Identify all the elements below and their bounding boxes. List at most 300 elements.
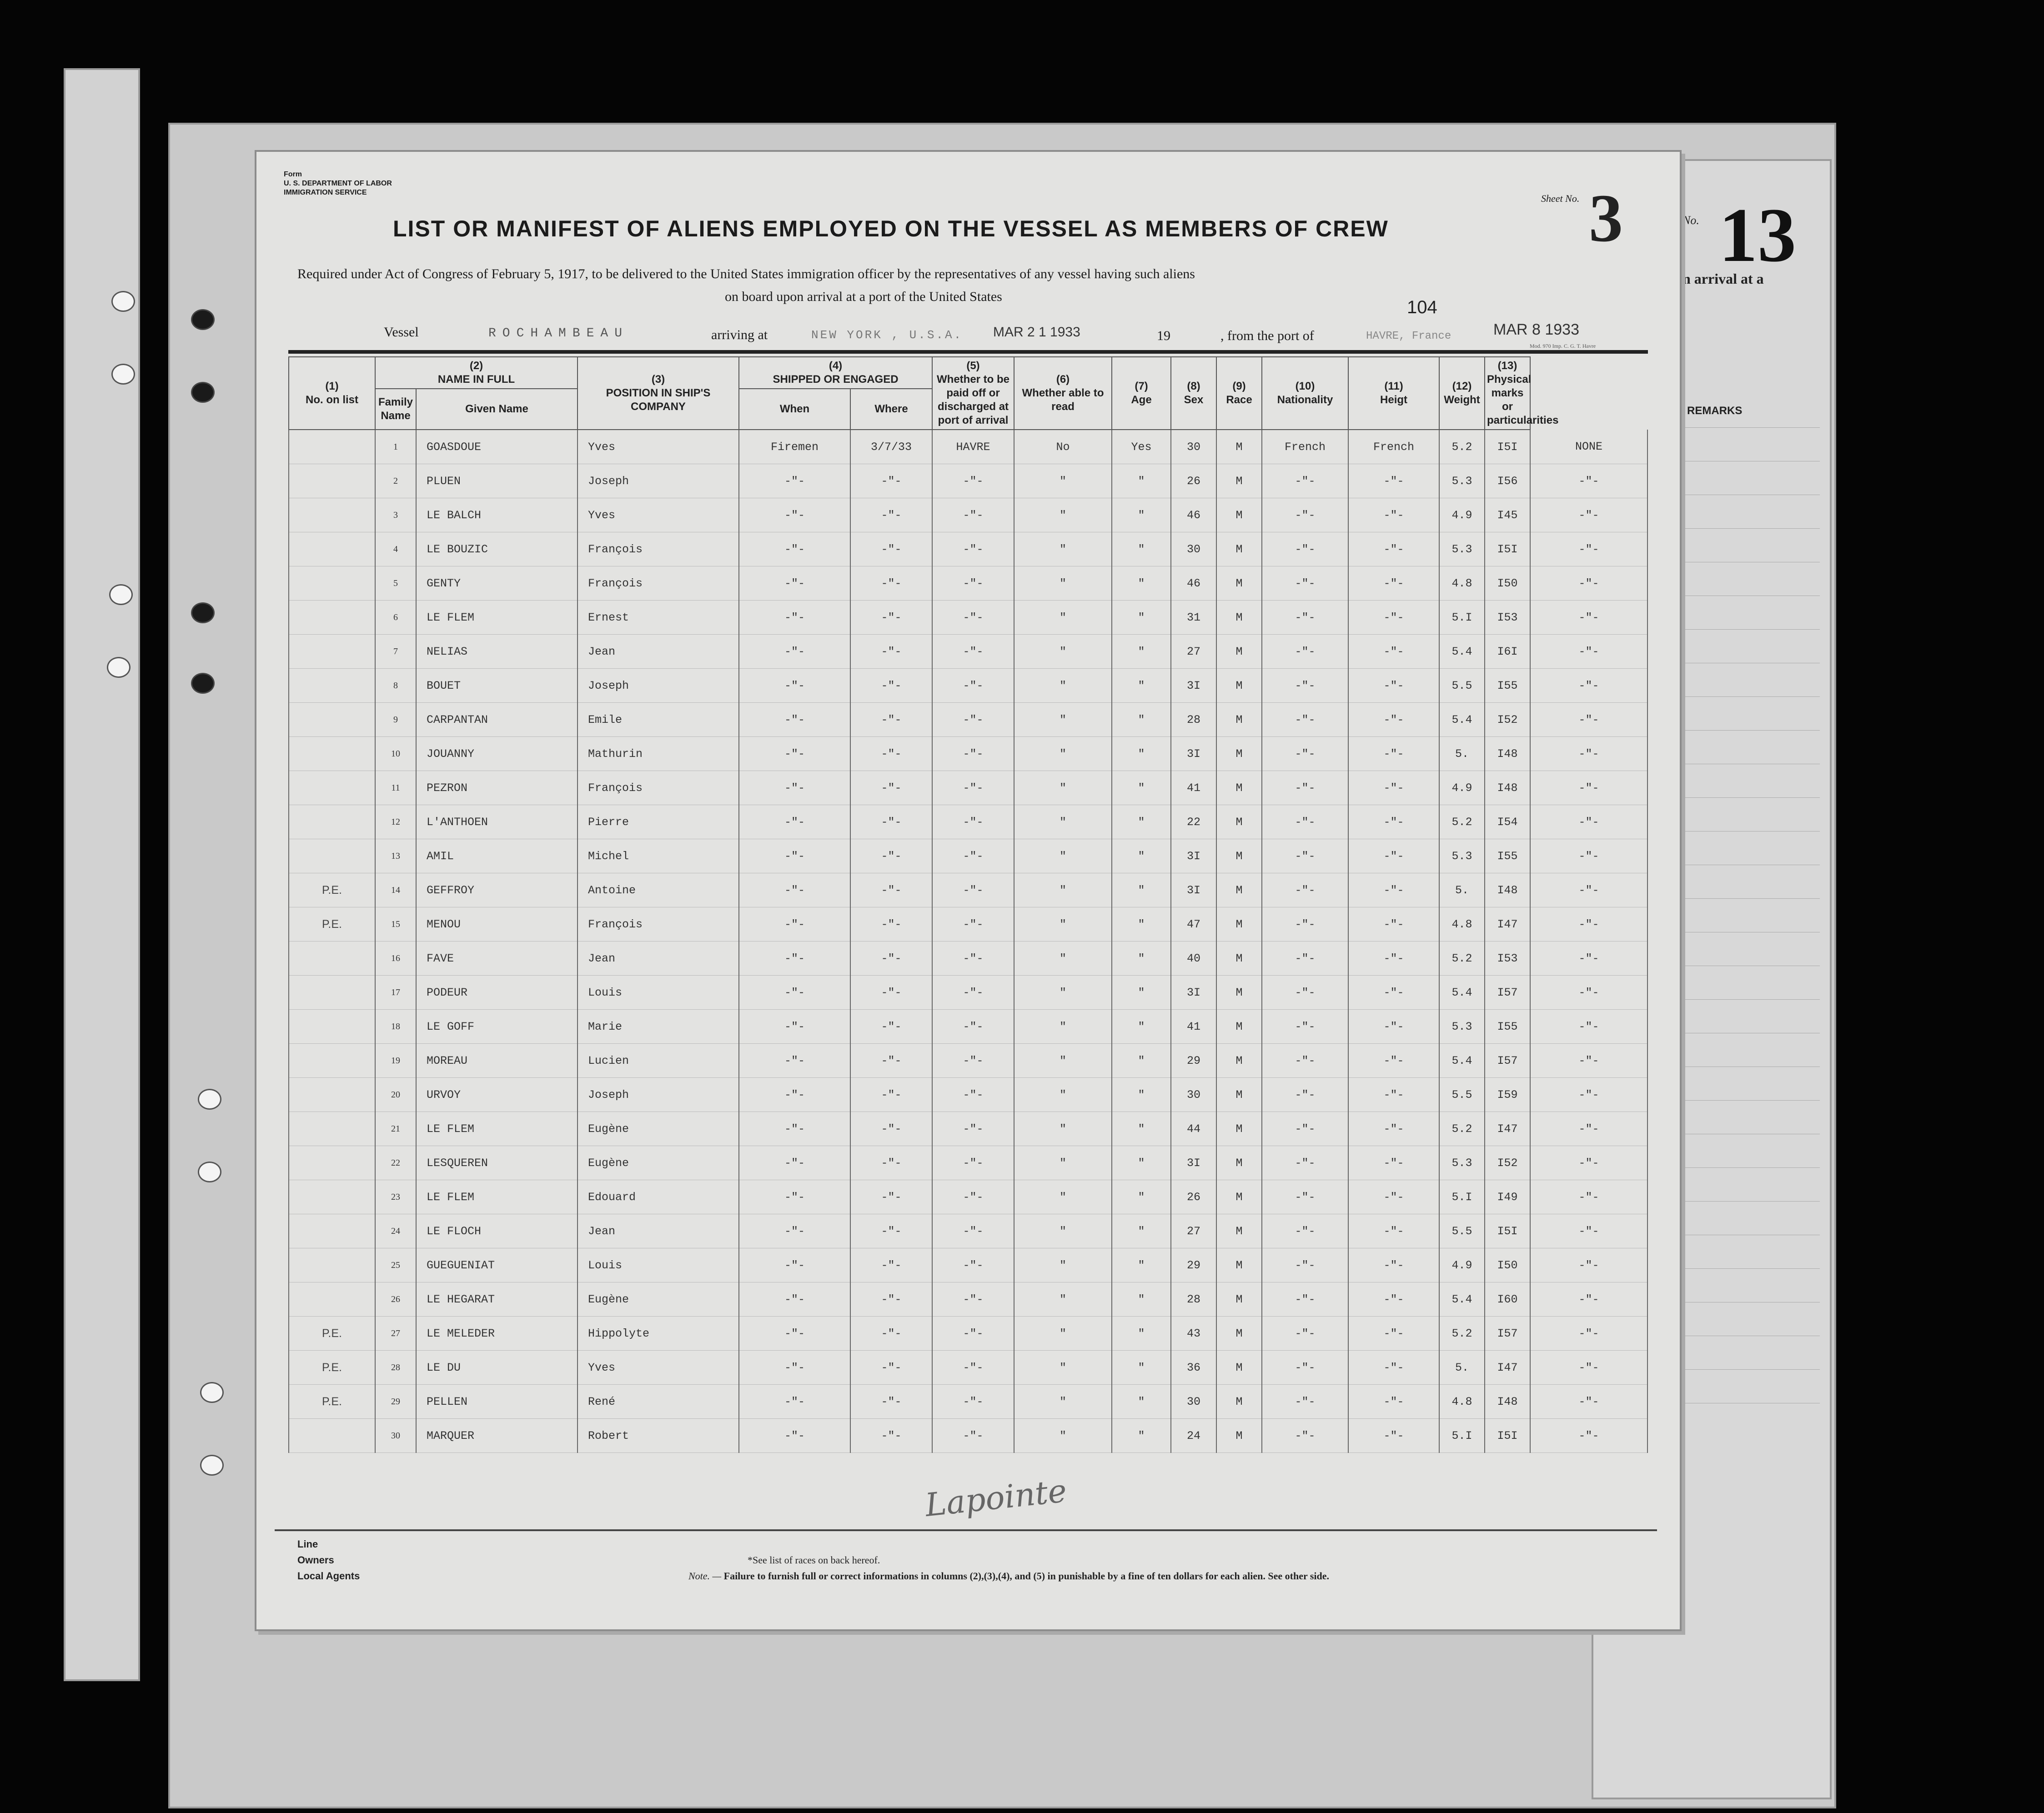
cell-marks: -"- [1530,1044,1647,1078]
cell-when: -"- [850,1180,932,1214]
cell-age: 46 [1171,498,1216,532]
cell-position: -"- [739,737,850,771]
punch-hole [191,673,215,694]
table-row [289,532,1647,566]
cell-marks: -"- [1530,635,1647,669]
cell-position: -"- [739,873,850,907]
cell-note [289,669,375,703]
cell-when: -"- [850,498,932,532]
arrival-date-stamp: MAR 2 1 1933 [993,325,1080,340]
cell-family: PEZRON [416,771,578,805]
cell-race: -"- [1262,1180,1348,1214]
cell-when: -"- [850,669,932,703]
cell-position: Firemen [739,430,850,464]
total-count: 104 [1407,297,1437,317]
cell-height: 5.2 [1439,1317,1485,1351]
cell-sex: M [1216,839,1262,873]
cell-note [289,498,375,532]
cell-marks: -"- [1530,1112,1647,1146]
table-row [289,498,1647,532]
punch-hole [191,309,215,330]
cell-marks: -"- [1530,1010,1647,1044]
cell-where: -"- [932,1112,1014,1146]
cell-sex: M [1216,942,1262,976]
cell-age: 27 [1171,635,1216,669]
punch-hole [198,1089,221,1110]
cell-marks: -"- [1530,1419,1647,1453]
cell-height: 5.4 [1439,976,1485,1010]
cell-family: LE MELEDER [416,1317,578,1351]
cell-family: MARQUER [416,1419,578,1453]
cell-age: 26 [1171,464,1216,498]
cell-height: 4.9 [1439,771,1485,805]
table-row [289,873,1647,907]
cell-paid: " [1014,1385,1112,1419]
col-num: (11) [1384,380,1403,392]
cell-where: -"- [932,907,1014,942]
cell-where: -"- [932,464,1014,498]
table-row [289,635,1647,669]
cell-family: PLUEN [416,464,578,498]
cell-where: -"- [932,1044,1014,1078]
cell-given: Eugène [578,1282,739,1317]
cell-family: LE FLOCH [416,1214,578,1248]
cell-age: 31 [1171,601,1216,635]
cell-no: 10 [375,737,416,771]
cell-position: -"- [739,1317,850,1351]
table-row [289,805,1647,839]
cell-race: -"- [1262,1010,1348,1044]
col-nationality-header [1262,357,1348,430]
cell-paid: " [1014,464,1112,498]
col-num: (8) [1187,380,1200,392]
cell-weight: I48 [1485,737,1530,771]
cell-paid: " [1014,1112,1112,1146]
cell-where: -"- [932,532,1014,566]
cell-family: GUEGUENIAT [416,1248,578,1282]
cell-given: Yves [578,430,739,464]
cell-where: -"- [932,1078,1014,1112]
cell-note [289,1419,375,1453]
cell-height: 5.I [1439,601,1485,635]
cell-race: -"- [1262,703,1348,737]
cell-nationality: -"- [1348,1112,1439,1146]
cell-marks: -"- [1530,1282,1647,1317]
cell-family: CARPANTAN [416,703,578,737]
cell-race: -"- [1262,566,1348,601]
departure-date-stamp: MAR 8 1933 [1493,321,1579,338]
cell-paid: " [1014,1419,1112,1453]
cell-position: -"- [739,532,850,566]
cell-race: -"- [1262,1419,1348,1453]
table-row [289,669,1647,703]
cell-no: 16 [375,942,416,976]
cell-age: 36 [1171,1351,1216,1385]
cell-marks: -"- [1530,1351,1647,1385]
cell-given: Lucien [578,1044,739,1078]
cell-family: L'ANTHOEN [416,805,578,839]
cell-marks: -"- [1530,942,1647,976]
cell-family: LE HEGARAT [416,1282,578,1317]
col-label: Whether able to read [1022,387,1104,413]
cell-marks: -"- [1530,464,1647,498]
cell-note [289,1146,375,1180]
col-marks-header [1485,357,1559,430]
cell-where: -"- [932,942,1014,976]
cell-race: -"- [1262,1282,1348,1317]
punch-hole [191,602,215,623]
col-weight-header [1439,357,1485,430]
cell-nationality: -"- [1348,771,1439,805]
punch-hole [109,584,133,605]
cell-height: 4.9 [1439,498,1485,532]
cell-given: Eugène [578,1112,739,1146]
cell-sex: M [1216,1419,1262,1453]
cell-height: 4.8 [1439,907,1485,942]
cell-note: P.E. [289,1385,375,1419]
cell-race: -"- [1262,737,1348,771]
cell-race: -"- [1262,976,1348,1010]
cell-age: 30 [1171,1078,1216,1112]
cell-sex: M [1216,1078,1262,1112]
remarks-rule [1679,999,1820,1000]
cell-race: -"- [1262,532,1348,566]
cell-when: -"- [850,737,932,771]
cell-race: -"- [1262,1078,1348,1112]
remarks-rule [1679,730,1820,731]
cell-race: -"- [1262,1214,1348,1248]
cell-family: LE FLEM [416,1180,578,1214]
col-when-header: When [739,389,850,430]
header-rule [288,350,1648,354]
cell-age: 40 [1171,942,1216,976]
cell-weight: I52 [1485,1146,1530,1180]
cell-read: " [1112,1317,1171,1351]
cell-family: PODEUR [416,976,578,1010]
cell-family: MOREAU [416,1044,578,1078]
cell-where: -"- [932,601,1014,635]
cell-weight: I48 [1485,771,1530,805]
cell-when: -"- [850,976,932,1010]
cell-read: " [1112,669,1171,703]
cell-read: " [1112,1282,1171,1317]
manifest-sheet [255,150,1682,1631]
cell-no: 22 [375,1146,416,1180]
cell-position: -"- [739,976,850,1010]
cell-weight: I5I [1485,532,1530,566]
cell-family: BOUET [416,669,578,703]
cell-sex: M [1216,1180,1262,1214]
cell-when: -"- [850,1385,932,1419]
cell-position: -"- [739,601,850,635]
cell-position: -"- [739,1146,850,1180]
col-label: POSITION IN SHIP'S COMPANY [606,387,711,413]
cell-race: -"- [1262,1112,1348,1146]
table-row [289,771,1647,805]
cell-marks: -"- [1530,1385,1647,1419]
col-num: (6) [1056,373,1070,386]
cell-nationality: -"- [1348,703,1439,737]
cell-age: 41 [1171,1010,1216,1044]
cell-given: Marie [578,1010,739,1044]
table-row [289,601,1647,635]
cell-age: 29 [1171,1044,1216,1078]
cell-paid: " [1014,805,1112,839]
cell-note [289,771,375,805]
cell-height: 5. [1439,873,1485,907]
cell-where: -"- [932,635,1014,669]
cell-read: " [1112,635,1171,669]
cell-no: 2 [375,464,416,498]
cell-height: 5.4 [1439,635,1485,669]
cell-weight: I57 [1485,976,1530,1010]
cell-no: 6 [375,601,416,635]
cell-age: 44 [1171,1112,1216,1146]
cell-paid: No [1014,430,1112,464]
cell-note [289,942,375,976]
table-row [289,1078,1647,1112]
cell-when: -"- [850,771,932,805]
cell-height: 5.5 [1439,1078,1485,1112]
cell-where: -"- [932,805,1014,839]
cell-no: 24 [375,1214,416,1248]
cell-read: " [1112,532,1171,566]
cell-nationality: -"- [1348,1351,1439,1385]
cell-position: -"- [739,1010,850,1044]
cell-height: 5.3 [1439,1010,1485,1044]
cell-no: 7 [375,635,416,669]
cell-marks: -"- [1530,1248,1647,1282]
cell-note: P.E. [289,1317,375,1351]
cell-weight: I54 [1485,805,1530,839]
cell-note [289,1010,375,1044]
cell-paid: " [1014,1044,1112,1078]
cell-weight: I50 [1485,566,1530,601]
cell-race: French [1262,430,1348,464]
note-label: Note. — [688,1570,722,1582]
cell-height: 4.8 [1439,1385,1485,1419]
cell-family: LE FLEM [416,601,578,635]
cell-paid: " [1014,703,1112,737]
cell-paid: " [1014,942,1112,976]
cell-when: -"- [850,703,932,737]
cell-paid: " [1014,839,1112,873]
cell-no: 20 [375,1078,416,1112]
cell-weight: I52 [1485,703,1530,737]
cell-when: -"- [850,907,932,942]
remarks-rule [1679,1268,1820,1269]
cell-age: 47 [1171,907,1216,942]
cell-where: -"- [932,1317,1014,1351]
penalty-note [688,1570,1329,1582]
department-label: U. S. DEPARTMENT OF LABOR [284,180,392,187]
cell-sex: M [1216,1317,1262,1351]
underlying-sheet-arrival-text: n arrival at a [1682,270,1764,287]
col-no-header [289,357,375,430]
cell-sex: M [1216,1248,1262,1282]
cell-no: 18 [375,1010,416,1044]
cell-race: -"- [1262,635,1348,669]
cell-weight: I57 [1485,1044,1530,1078]
service-label: IMMIGRATION SERVICE [284,189,367,196]
cell-where: -"- [932,566,1014,601]
races-footnote: *See list of races on back hereof. [748,1554,880,1566]
cell-given: Pierre [578,805,739,839]
cell-where: -"- [932,669,1014,703]
cell-height: 5.5 [1439,669,1485,703]
col-sex-header [1171,357,1216,430]
cell-note [289,1044,375,1078]
cell-sex: M [1216,669,1262,703]
cell-position: -"- [739,566,850,601]
cell-age: 30 [1171,532,1216,566]
cell-no: 9 [375,703,416,737]
cell-family: URVOY [416,1078,578,1112]
cell-nationality: French [1348,430,1439,464]
cell-when: -"- [850,1214,932,1248]
cell-height: 4.9 [1439,1248,1485,1282]
cell-where: -"- [932,873,1014,907]
cell-note [289,566,375,601]
cell-no: 4 [375,532,416,566]
cell-age: 24 [1171,1419,1216,1453]
cell-weight: I47 [1485,1112,1530,1146]
cell-height: 5.2 [1439,1112,1485,1146]
cell-where: -"- [932,1010,1014,1044]
cell-given: François [578,532,739,566]
remarks-rule [1679,528,1820,529]
cell-paid: " [1014,771,1112,805]
col-num: (7) [1135,380,1148,392]
cell-race: -"- [1262,669,1348,703]
cell-paid: " [1014,1214,1112,1248]
cell-family: FAVE [416,942,578,976]
cell-where: -"- [932,1214,1014,1248]
cell-paid: " [1014,1248,1112,1282]
form-identifier [284,170,392,197]
cell-no: 1 [375,430,416,464]
cell-height: 5.2 [1439,430,1485,464]
from-port-label: , from the port of [1220,328,1314,343]
cell-read: " [1112,1044,1171,1078]
cell-given: Joseph [578,669,739,703]
cell-position: -"- [739,942,850,976]
cell-marks: -"- [1530,907,1647,942]
cell-no: 26 [375,1282,416,1317]
cell-paid: " [1014,1351,1112,1385]
cell-given: Eugène [578,1146,739,1180]
table-row [289,430,1647,464]
cell-weight: I53 [1485,942,1530,976]
remarks-rule [1679,1201,1820,1202]
cell-weight: I60 [1485,1282,1530,1317]
col-label: Physical marks or particularities [1487,373,1559,426]
cell-nationality: -"- [1348,498,1439,532]
cell-no: 30 [375,1419,416,1453]
cell-family: LE FLEM [416,1112,578,1146]
cell-read: " [1112,1419,1171,1453]
cell-race: -"- [1262,1317,1348,1351]
cell-read: " [1112,1351,1171,1385]
col-label: Weight [1444,394,1480,406]
col-num: (1) [325,380,339,392]
cell-nationality: -"- [1348,1248,1439,1282]
cell-nationality: -"- [1348,635,1439,669]
cell-no: 25 [375,1248,416,1282]
arriving-label: arriving at [711,327,768,342]
cell-where: -"- [932,1248,1014,1282]
table-row [289,1385,1647,1419]
cell-nationality: -"- [1348,976,1439,1010]
cell-race: -"- [1262,771,1348,805]
cell-given: François [578,771,739,805]
cell-marks: -"- [1530,805,1647,839]
punch-hole [111,291,135,312]
col-num: (2) [469,360,483,372]
cell-age: 3I [1171,839,1216,873]
table-row [289,1214,1647,1248]
cell-no: 5 [375,566,416,601]
cell-sex: M [1216,737,1262,771]
col-label: Sex [1184,394,1204,406]
cell-where: -"- [932,1419,1014,1453]
cell-nationality: -"- [1348,873,1439,907]
cell-weight: I49 [1485,1180,1530,1214]
cell-nationality: -"- [1348,669,1439,703]
sheet-number-label: Sheet No. [1541,193,1580,204]
manifest-rows [289,430,1647,1453]
col-label: SHIPPED OR ENGAGED [773,373,899,386]
cell-when: -"- [850,1282,932,1317]
remarks-rule [1679,1167,1820,1168]
cell-family: LE DU [416,1351,578,1385]
cell-read: " [1112,907,1171,942]
cell-read: " [1112,737,1171,771]
cell-position: -"- [739,1112,850,1146]
cell-where: -"- [932,1146,1014,1180]
cell-read: " [1112,498,1171,532]
cell-height: 5.3 [1439,464,1485,498]
cell-read: " [1112,601,1171,635]
cell-note [289,737,375,771]
cell-family: GENTY [416,566,578,601]
cell-paid: " [1014,1180,1112,1214]
cell-given: Robert [578,1419,739,1453]
footer-agents-label: Local Agents [297,1570,360,1582]
cell-marks: -"- [1530,703,1647,737]
table-row [289,1351,1647,1385]
cell-note [289,703,375,737]
cell-sex: M [1216,498,1262,532]
cell-when: -"- [850,635,932,669]
table-row [289,703,1647,737]
cell-given: François [578,566,739,601]
cell-sex: M [1216,430,1262,464]
cell-race: -"- [1262,907,1348,942]
punch-hole [111,364,135,385]
col-label: Heigt [1380,394,1408,406]
cell-where: HAVRE [932,430,1014,464]
cell-nationality: -"- [1348,1078,1439,1112]
cell-read: " [1112,976,1171,1010]
col-num: (3) [651,373,665,386]
cell-paid: " [1014,1078,1112,1112]
cell-given: Antoine [578,873,739,907]
col-label: No. on list [306,394,358,406]
cell-race: -"- [1262,942,1348,976]
cell-paid: " [1014,601,1112,635]
table-row [289,1282,1647,1317]
